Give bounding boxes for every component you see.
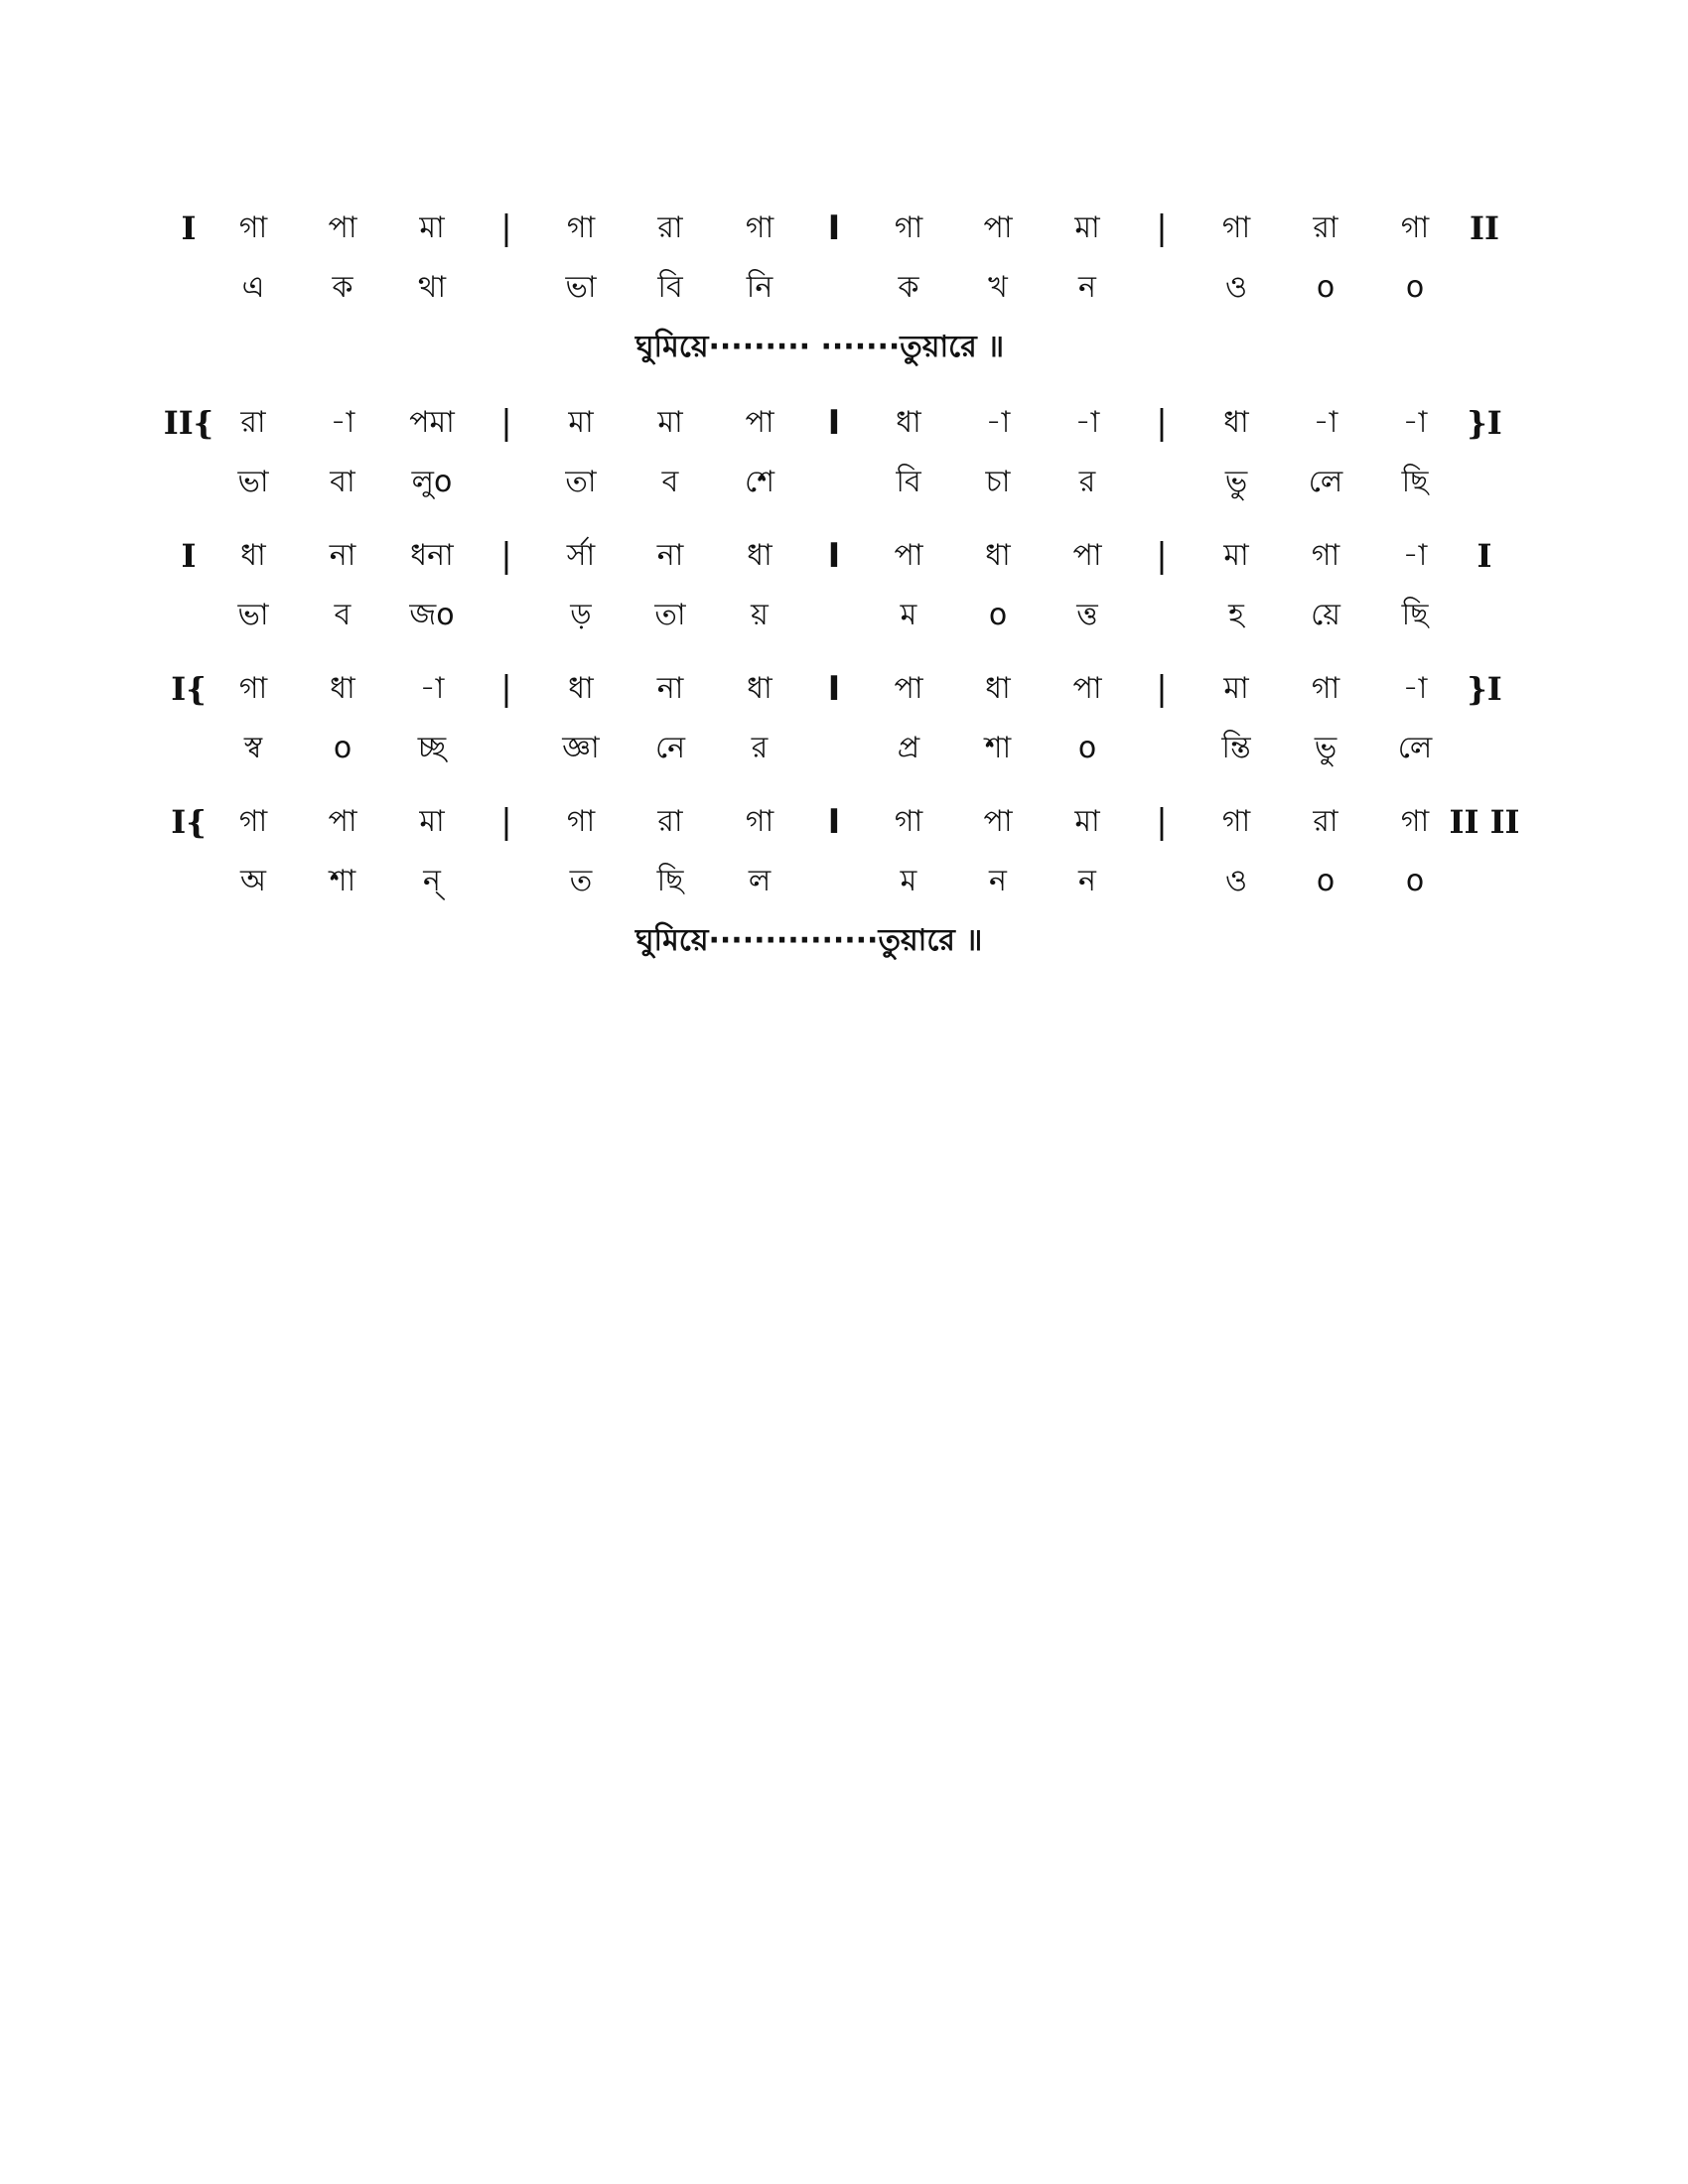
lyric-syllable: লে [1308,465,1343,499]
swara-note: রা [657,804,683,839]
lyric-syllable: ম [900,864,917,898]
lyric-syllable: o [333,731,352,765]
swara-note: পা [328,210,357,245]
swara-note: মা [1074,804,1100,839]
bar-line: I [827,802,841,842]
stanza [169,199,1499,393]
swara-note: রা [1313,804,1338,839]
lyric-syllable: চ্ছ [417,731,447,765]
lyric-syllable: হ [1228,598,1244,632]
lyric-syllable: ও [1224,864,1248,898]
lyric-syllable: ল [748,864,772,898]
swaralipi-notation [163,199,1520,987]
start-mark: I{ [171,803,207,841]
swara-note: না [329,538,356,573]
lyric-syllable: ক [898,270,919,305]
lyric-syllable: ভা [565,270,597,305]
lyric-syllable: ন [1078,270,1096,305]
swara-note: ধা [330,671,355,706]
lyric-row [169,586,1499,645]
lyric-syllable: ন্তি [1221,731,1251,765]
refrain-text: ঘুমিয়ে···············তুয়ারে ॥ [635,923,983,958]
bar-line: | [1156,802,1168,842]
end-mark: I [1477,537,1492,575]
lyric-syllable: ব [661,465,679,499]
lyric-syllable: তা [565,465,597,499]
stanza-gap [169,379,1499,393]
lyric-syllable: ও [1224,270,1248,305]
lyric-syllable: নে [654,731,686,765]
swara-note: গা [1221,210,1251,245]
stanza-gap [169,973,1499,987]
lyric-syllable: ব [334,598,352,632]
bar-line: I [827,208,841,248]
swara-note: পা [745,405,774,440]
lyric-syllable: বা [330,465,355,499]
swara-note: ধা [985,538,1011,573]
start-mark: I{ [171,670,207,708]
refrain-text: ঘুমিয়ে········· ·······তুয়ারে ॥ [635,330,1005,364]
swara-note: গা [1311,671,1340,706]
lyric-syllable: য় [751,598,769,632]
swara-note: রা [1313,210,1338,245]
lyric-syllable: ছি [1401,598,1429,632]
swara-note: গা [894,210,923,245]
swara-note: রা [657,210,683,245]
swara-note: পা [894,671,923,706]
lyric-syllable: o [1316,270,1336,305]
swara-note: ধা [240,538,266,573]
bar-line: I [827,403,841,443]
refrain-row [169,911,1499,973]
swara-row [163,393,1502,453]
bar-line: | [1156,536,1168,576]
stanza-gap [169,512,1499,526]
lyric-syllable: খ [988,270,1008,305]
lyric-syllable: অ [240,864,266,898]
swara-note: -া [1402,671,1428,706]
lyric-syllable: o [1405,864,1425,898]
swara-note: ধা [747,671,773,706]
swara-note: রা [240,405,266,440]
lyric-syllable: ন [989,864,1007,898]
lyric-syllable: ত্ত [1076,598,1098,632]
lyric-syllable: র [1078,465,1096,499]
lyric-syllable: লুo [411,465,453,499]
swara-note: গা [745,804,774,839]
stanza-gap [169,645,1499,659]
lyric-syllable: ভা [237,465,269,499]
swara-note: মা [657,405,683,440]
bar-line: I [827,669,841,709]
lyric-syllable: ছি [1401,465,1429,499]
lyric-syllable: তা [654,598,686,632]
lyric-syllable: o [1316,864,1336,898]
lyric-row [169,719,1499,778]
lyric-syllable: o [1077,731,1097,765]
swara-note: -া [1402,405,1428,440]
swara-note: পা [983,210,1013,245]
swara-note: পা [1072,671,1102,706]
lyric-syllable: স্ব [243,731,263,765]
swara-note: র্সা [566,538,596,573]
lyric-syllable: ভু [1224,465,1248,499]
bar-line: | [500,403,512,443]
swara-note: গা [894,804,923,839]
lyric-syllable: ড় [570,598,592,632]
swara-note: গা [238,671,268,706]
lyric-row [169,453,1499,512]
lyric-row [169,852,1499,911]
bar-line: | [500,536,512,576]
swara-note: গা [566,210,596,245]
swara-note: পা [328,804,357,839]
swara-note: ধা [747,538,773,573]
swara-note: পা [983,804,1013,839]
swara-note: মা [568,405,594,440]
lyric-syllable: o [1405,270,1425,305]
bar-line: | [500,208,512,248]
end-mark: }I [1467,670,1502,708]
lyric-syllable: শে [745,465,774,499]
swara-note: পা [894,538,923,573]
bar-line: | [500,802,512,842]
bar-line: | [500,669,512,709]
lyric-syllable: থা [417,270,447,305]
stanza [169,659,1502,792]
swara-note: ধা [568,671,594,706]
lyric-syllable: জo [409,598,455,632]
lyric-syllable: বি [896,465,921,499]
end-mark: II [1470,209,1499,247]
lyric-syllable: ম [900,598,917,632]
swara-note: মা [1223,538,1249,573]
swara-note: -া [1402,538,1428,573]
swara-note: মা [1223,671,1249,706]
swara-note: গা [1400,804,1430,839]
swara-note: ধনা [410,538,454,573]
start-mark: I [181,209,197,247]
swara-note: না [656,671,684,706]
swara-note: গা [1221,804,1251,839]
lyric-syllable: লে [1397,731,1433,765]
lyric-syllable: শা [329,864,356,898]
stanza [169,526,1499,659]
swara-note: মা [1074,210,1100,245]
start-mark: I [181,537,197,575]
lyric-row [169,258,1499,318]
stanza [169,792,1520,987]
swara-note: পমা [409,405,455,440]
swara-note: গা [745,210,774,245]
end-mark: }I [1467,404,1502,442]
swara-note: ধা [896,405,921,440]
lyric-syllable: ত [569,864,593,898]
lyric-syllable: প্র [897,731,920,765]
swara-note: গা [238,804,268,839]
lyric-syllable: বি [657,270,683,305]
lyric-syllable: ন্ [423,864,441,898]
swara-note: ধা [985,671,1011,706]
swara-note: না [656,538,684,573]
swara-note: গা [238,210,268,245]
swara-note: ধা [1223,405,1249,440]
stanza-gap [169,778,1499,792]
start-mark: II{ [163,404,214,442]
swara-row [169,526,1499,586]
refrain-row [169,318,1499,379]
lyric-syllable: ন [1078,864,1096,898]
swara-note: -া [419,671,445,706]
stanza [163,393,1502,526]
lyric-syllable: চা [985,465,1011,499]
swara-note: -া [985,405,1011,440]
lyric-syllable: ক [332,270,353,305]
lyric-syllable: নি [746,270,774,305]
lyric-syllable: ছি [656,864,684,898]
end-mark: II II [1449,803,1520,841]
bar-line: I [827,536,841,576]
swara-note: -া [330,405,355,440]
swara-note: গা [1311,538,1340,573]
swara-note: পা [1072,538,1102,573]
swara-note: মা [419,210,445,245]
swara-note: -া [1074,405,1100,440]
bar-line: | [1156,403,1168,443]
swara-row [169,792,1520,852]
swara-note: গা [566,804,596,839]
lyric-syllable: এ [241,270,265,305]
swara-row [169,659,1502,719]
lyric-syllable: র [751,731,769,765]
swara-note: মা [419,804,445,839]
bar-line: | [1156,208,1168,248]
lyric-syllable: য়ে [1311,598,1340,632]
lyric-syllable: ভা [237,598,269,632]
lyric-syllable: শা [984,731,1012,765]
swara-note: -া [1313,405,1338,440]
swara-row [169,199,1499,258]
bar-line: | [1156,669,1168,709]
swara-note: গা [1400,210,1430,245]
lyric-syllable: জ্ঞা [562,731,600,765]
lyric-syllable: ভু [1314,731,1337,765]
lyric-syllable: o [988,598,1008,632]
